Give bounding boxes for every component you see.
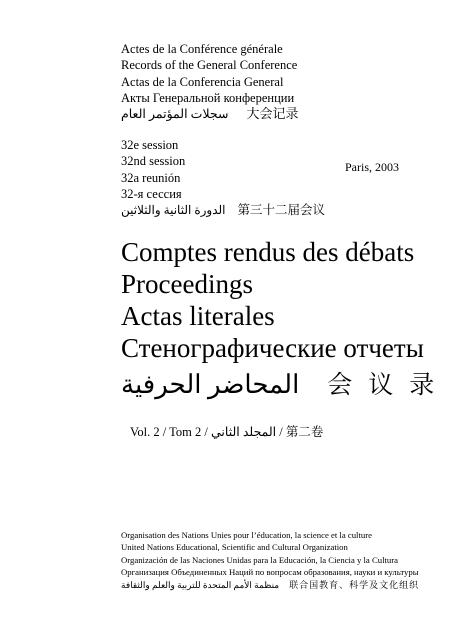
records-ar: سجلات المؤتمر العام <box>121 107 229 122</box>
org-ru: Организация Объединенных Наций по вопросам образования, науки и культуры <box>121 567 419 578</box>
session-en: 32nd session <box>121 154 186 169</box>
org-ar: منظمة الأمم المتحدة للتربية والعلم والثقافة <box>121 579 280 590</box>
place-date: Paris, 2003 <box>345 160 399 174</box>
records-fr: Actes de la Conférence générale <box>121 42 283 56</box>
volume-zh: 第二卷 <box>285 425 324 439</box>
session-zh: 第三十二届会议 <box>237 203 326 218</box>
session-ru: 32-я сессия <box>121 186 182 201</box>
session-es: 32a reunión <box>121 170 181 185</box>
records-en: Records of the General Conference <box>121 58 298 73</box>
title-es: Actas literales <box>121 301 275 331</box>
title-block <box>121 236 451 402</box>
title-ru: Стенографические отчеты <box>121 333 424 363</box>
org-ar-zh <box>121 579 441 591</box>
org-fr: Organisation des Nations Unies pour l’éducation, la science et la culture <box>121 530 372 540</box>
org-en: United Nations Educational, Scientific and Cultural Organization <box>121 542 348 553</box>
records-zh: 大会记录 <box>246 106 299 122</box>
organization-block <box>121 529 441 591</box>
volume-latin: Vol. 2 / Tom 2 / <box>130 425 208 439</box>
session-ar-zh <box>121 202 421 218</box>
title-fr: Comptes rendus des débats <box>121 237 415 267</box>
volume-line <box>130 424 323 440</box>
volume-separator: / <box>279 425 283 439</box>
session-ar: الدورة الثانية والثلاثين <box>121 203 226 218</box>
title-zh: 会议录 <box>327 372 451 399</box>
session-block <box>121 137 421 218</box>
title-ar-zh <box>121 369 451 402</box>
records-es: Actas de la Conferencia General <box>121 74 284 89</box>
records-ar-zh <box>121 106 421 122</box>
title-en: Proceedings <box>121 269 253 299</box>
org-zh: 联合国教育、科学及文化组织 <box>289 579 420 590</box>
session-fr: 32e session <box>121 138 179 152</box>
org-es: Organización de las Naciones Unidas para la Educación, la Ciencia y la Cultura <box>121 554 399 565</box>
title-ar: المحاضر الحرفية <box>121 370 300 399</box>
records-ru: Акты Генеральной конференции <box>121 90 295 105</box>
records-block <box>121 41 421 122</box>
volume-ar: المجلد الثاني <box>210 425 277 439</box>
